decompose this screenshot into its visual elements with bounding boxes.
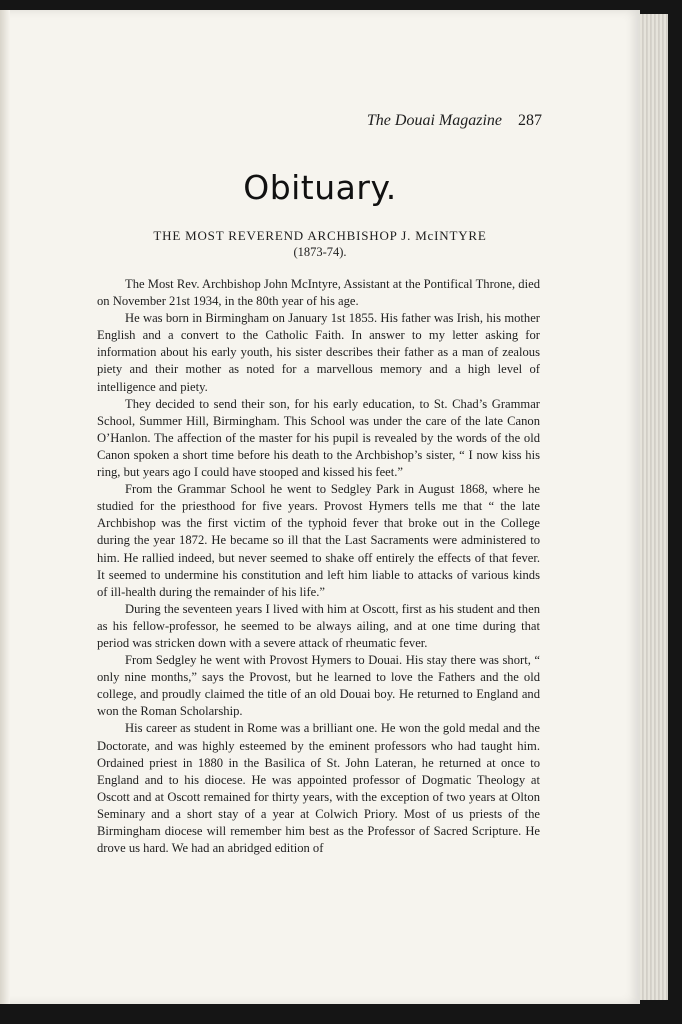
page-edges <box>640 14 668 1000</box>
magazine-title: The Douai Magazine <box>366 112 502 129</box>
paragraph: From Sedgley he went with Provost Hymers to Douai. His stay there was short, “ only nine months,” says the Provost, but he learned to love the Fathers and the old college, and proudly claimed the title of an old Douai boy. He returned to England and won the Roman Scholarship. <box>97 653 540 719</box>
page-title: Obituary. <box>243 168 397 207</box>
running-header <box>367 112 542 130</box>
paragraph: During the seventeen years I lived with him at Oscott, first as his student and then as his fellow-professor, he seemed to be always ailing, and at one time during that period was stricken down with a severe attack of rheumatic fever. <box>97 601 540 650</box>
obituary-dates: (1873-74). <box>293 245 347 259</box>
paragraph: The Most Rev. Archbishop John McIntyre, Assistant at the Pontifical Throne, died on November 21st 1934, in the 80th year of his age. <box>97 277 540 309</box>
paragraph: From the Grammar School he went to Sedgley Park in August 1868, where he studied for the priesthood for five years. Provost Hymers tells me that “ the late Archbishop was the first victim of the typhoid fever that broke out in the College during the year 1872. He became so ill that the Last Sacraments were administered to him. He rallied indeed, but never seemed to shake off entirely the effects of that fever. It seemed to undermine his constitution and left him liable to attacks of various kinds of ill-health during the remainder of his life.” <box>97 482 540 599</box>
article-body <box>97 276 540 857</box>
page-binding <box>0 10 10 1004</box>
obituary-subject: THE MOST REVEREND ARCHBISHOP J. McINTYRE <box>153 228 487 243</box>
page-number: 287 <box>518 112 542 129</box>
paragraph: His career as student in Rome was a brilliant one. He won the gold medal and the Doctorate, and was highly esteemed by the eminent professors who had taught him. Ordained priest in 1880 in the Basilica of St. John Lateran, he returned at once to England and to his diocese. He was appointed professor of Dogmatic Theology at Oscott and at Oscott remained for thirty years, with the exception of two years at Olton Seminary and a short stay of a year at Colwich Priory. Most of us priests of the Birmingham diocese will remember him best as the Professor of Sacred Scripture. He drove us hard. We had an abridged edition of <box>97 721 540 856</box>
paragraph: He was born in Birmingham on January 1st 1855. His father was Irish, his mother English and a convert to the Catholic Faith. In answer to my letter asking for information about his early youth, his sister describes their father as a man of zealous piety and their mother as noted for a marvellous memory and a high level of intelligence and piety. <box>97 311 540 394</box>
paragraph: They decided to send their son, for his early education, to St. Chad’s Grammar School, Summer Hill, Birmingham. This School was under the care of the late Canon O’Hanlon. The affection of the master for his pupil is revealed by the words of the old Canon spoken a short time before his death to the Archbishop’s sister, “ I now kiss his ring, but years ago I could have stooped and kissed his feet.” <box>97 396 540 480</box>
